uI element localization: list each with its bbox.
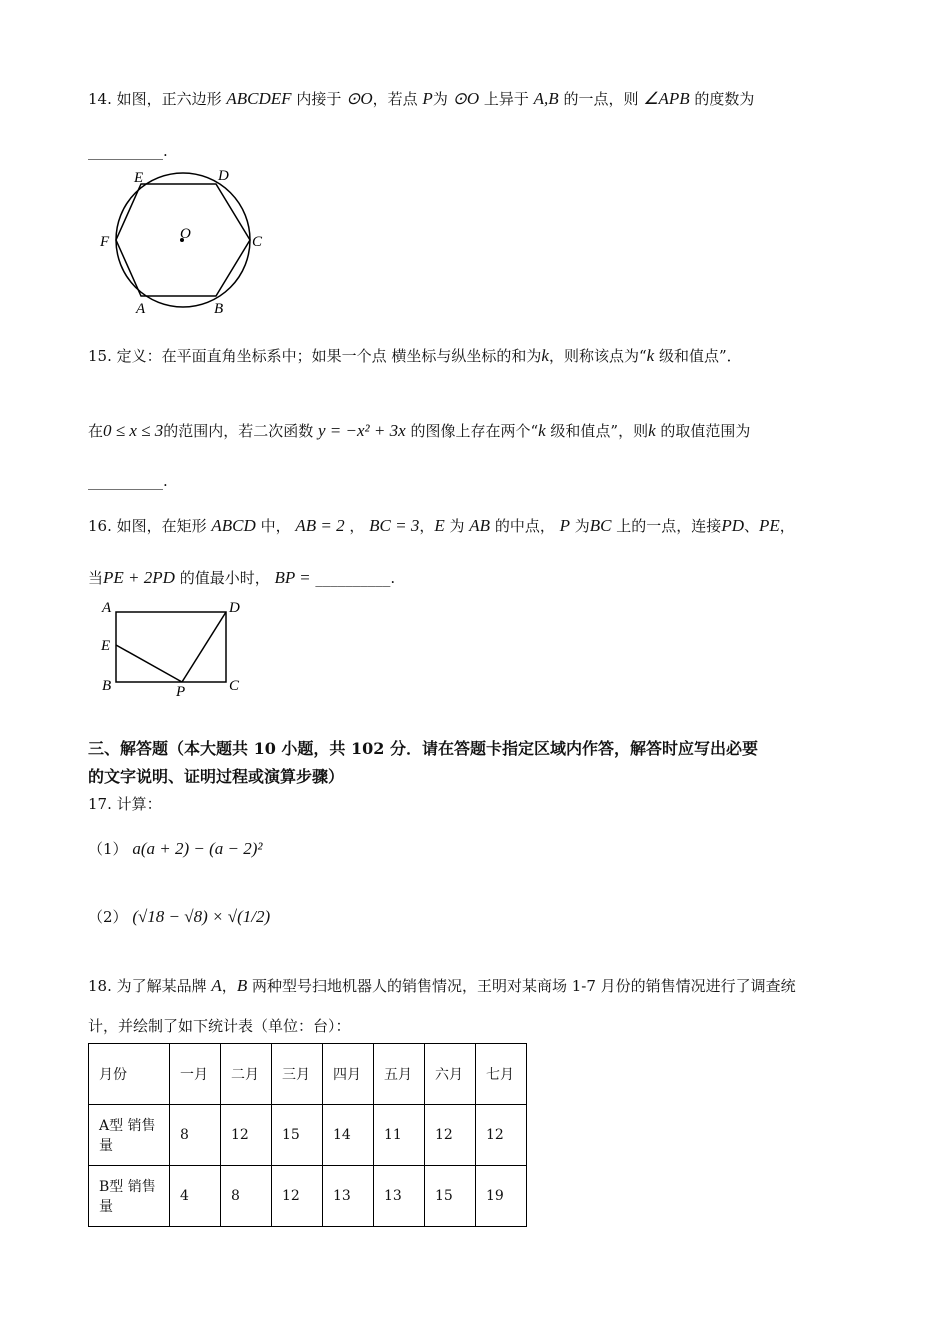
label-e: E <box>101 638 111 654</box>
math-expression: AB <box>469 516 491 535</box>
text-segment: __________. <box>310 569 396 587</box>
text-segment: __________. <box>88 472 168 490</box>
label-e: E <box>134 170 144 186</box>
math-expression: a(a + 2) − (a − 2)² <box>132 839 263 858</box>
text-segment: 的一点，则 <box>558 90 644 108</box>
math-expression: A,B <box>533 89 559 108</box>
table-cell: 11 <box>374 1105 425 1166</box>
text-segment: 级和值点”，则 <box>545 422 649 440</box>
math-expression: PE <box>759 516 780 535</box>
math-expression: (√18 − √8) × √(1/2) <box>132 907 271 926</box>
text-segment: 16. 如图，在矩形 <box>88 517 212 535</box>
table-cell: 19 <box>476 1166 527 1227</box>
text-segment: ， <box>344 517 370 535</box>
math-expression: BC = 3 <box>369 516 420 535</box>
text-segment: 计，并绘制了如下统计表（单位：台）： <box>88 1017 351 1035</box>
math-expression: P <box>559 516 571 535</box>
math-expression: BC <box>589 516 612 535</box>
text-segment: 18. 为了解某品牌 <box>88 977 212 995</box>
text-segment: 15. 定义：在平面直角坐标系中；如果一个点 横坐标与纵坐标的和为 <box>88 347 542 365</box>
label-b: B <box>214 301 224 317</box>
text-segment: 为 <box>432 90 453 108</box>
text-line <box>88 88 754 109</box>
text-line <box>88 420 750 441</box>
table-cell: 12 <box>221 1105 272 1166</box>
text-segment: 17. 计算： <box>88 795 162 813</box>
header-cell: 五月 <box>374 1044 425 1105</box>
label-a: A <box>102 600 112 616</box>
text-segment: 的图像上存在两个“ <box>405 422 539 440</box>
text-line <box>88 906 270 927</box>
row-label: A型 销售量 <box>89 1105 170 1166</box>
math-expression: AB = 2 <box>295 516 345 535</box>
math-expression: A <box>211 976 222 995</box>
text-segment: 三、解答题（本大题共 10 小题，共 102 分．请在答题卡指定区域内作答，解答时应写出必要 <box>88 739 758 758</box>
rectangle-figure <box>98 596 248 700</box>
text-segment: 级和值点”． <box>654 347 742 365</box>
text-segment: ， <box>779 517 795 535</box>
label-f: F <box>100 234 110 250</box>
text-segment: 当 <box>88 569 104 587</box>
text-segment: 上异于 <box>479 90 534 108</box>
table-cell: 12 <box>425 1105 476 1166</box>
text-line <box>88 736 758 759</box>
text-line <box>88 345 742 366</box>
math-expression: k <box>541 346 549 365</box>
label-p: P <box>176 684 186 700</box>
math-expression: k <box>648 421 656 440</box>
math-expression: ABCDEF <box>226 89 292 108</box>
text-segment: 两种型号扫地机器人的销售情况，王明对某商场 1-7 月份的销售情况进行了调查统 <box>247 977 796 995</box>
text-segment: 上的一点，连接 <box>611 517 722 535</box>
math-expression: y = −x² + 3x <box>318 421 406 440</box>
text-segment: （1） <box>88 840 133 858</box>
text-segment: ，若点 <box>372 90 423 108</box>
text-segment: ， <box>221 977 237 995</box>
text-line <box>88 764 344 787</box>
text-line <box>88 975 796 996</box>
text-line <box>88 142 168 160</box>
label-a: A <box>136 301 146 317</box>
table-cell: 8 <box>221 1166 272 1227</box>
text-segment: 为 <box>444 517 470 535</box>
math-expression: 0 ≤ x ≤ 3 <box>103 421 164 440</box>
text-segment: 的范围内，若二次函数 <box>163 422 319 440</box>
text-segment: 14. 如图，正六边形 <box>88 90 227 108</box>
text-segment: 的度数为 <box>689 90 755 108</box>
text-line <box>88 1015 351 1036</box>
text-line <box>88 793 162 814</box>
label-b: B <box>102 678 112 694</box>
text-segment: ， <box>419 517 435 535</box>
text-segment: 的值最小时， <box>174 569 275 587</box>
label-d: D <box>229 600 240 616</box>
label-c: C <box>252 234 263 250</box>
text-segment: 为 <box>570 517 590 535</box>
table-cell: 13 <box>323 1166 374 1227</box>
math-expression: ⊙O <box>452 89 480 108</box>
table-cell: 15 <box>272 1105 323 1166</box>
header-cell: 四月 <box>323 1044 374 1105</box>
label-c: C <box>229 678 240 694</box>
math-expression: P <box>422 89 433 108</box>
text-segment: ，则称该点为“ <box>548 347 647 365</box>
text-segment: （2） <box>88 908 133 926</box>
text-line <box>88 567 395 588</box>
math-expression: ABCD <box>211 516 256 535</box>
table-row <box>89 1166 527 1227</box>
text-segment: 的文字说明、证明过程或演算步骤） <box>88 767 345 786</box>
text-segment: __________. <box>88 142 168 160</box>
label-d: D <box>218 168 229 184</box>
header-cell: 月份 <box>89 1044 170 1105</box>
text-segment: 在 <box>88 422 104 440</box>
row-label: B型 销售量 <box>89 1166 170 1227</box>
math-expression: BP = <box>274 568 311 587</box>
table-cell: 15 <box>425 1166 476 1227</box>
table-cell: 8 <box>170 1105 221 1166</box>
table-row <box>89 1105 527 1166</box>
label-o: O <box>180 226 191 242</box>
sales-table <box>88 1043 527 1227</box>
math-expression: ∠APB <box>643 89 690 108</box>
table-cell: 4 <box>170 1166 221 1227</box>
table-cell: 12 <box>476 1105 527 1166</box>
segment-pe <box>116 645 182 682</box>
math-expression: PD <box>721 516 744 535</box>
math-expression: PE + 2PD <box>103 568 175 587</box>
math-expression: E <box>434 516 445 535</box>
math-expression: k <box>538 421 546 440</box>
table-cell: 14 <box>323 1105 374 1166</box>
text-segment: 、 <box>743 517 759 535</box>
table-header-row <box>89 1044 527 1105</box>
text-segment: 内接于 <box>291 90 347 108</box>
rectangle-abcd <box>116 612 226 682</box>
hexagon-circle-figure <box>90 160 280 320</box>
header-cell: 一月 <box>170 1044 221 1105</box>
text-segment: 的中点， <box>490 517 560 535</box>
table-cell: 12 <box>272 1166 323 1227</box>
header-cell: 二月 <box>221 1044 272 1105</box>
text-line <box>88 472 168 490</box>
math-expression: ⊙O <box>346 89 373 108</box>
text-line <box>88 515 795 536</box>
header-cell: 三月 <box>272 1044 323 1105</box>
header-cell: 七月 <box>476 1044 527 1105</box>
header-cell: 六月 <box>425 1044 476 1105</box>
math-expression: B <box>236 976 248 995</box>
text-line <box>88 838 262 859</box>
text-segment: 的取值范围为 <box>655 422 751 440</box>
segment-pd <box>182 612 226 682</box>
math-expression: k <box>646 346 655 365</box>
text-segment: 中， <box>255 517 296 535</box>
table-cell: 13 <box>374 1166 425 1227</box>
